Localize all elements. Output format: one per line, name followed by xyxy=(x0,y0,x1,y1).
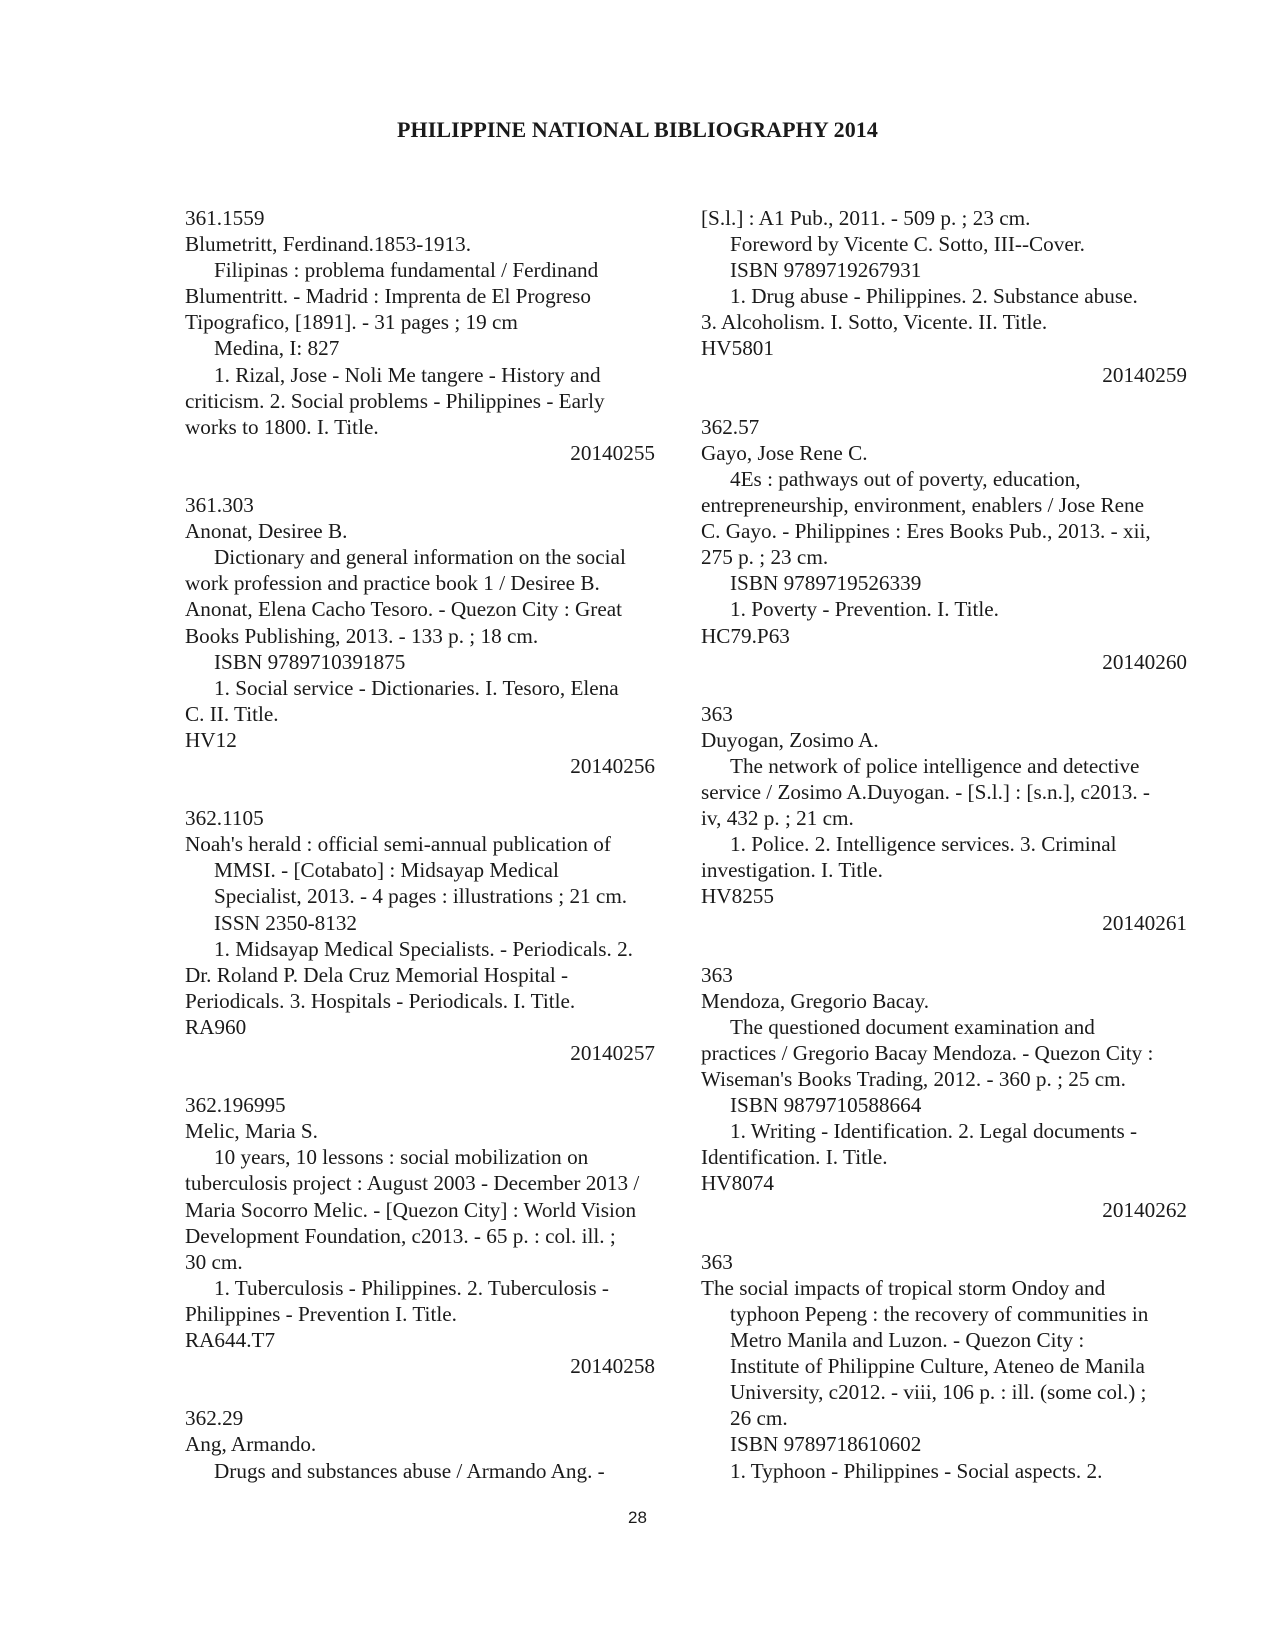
record-number: 20140262 xyxy=(1102,1197,1187,1222)
entry-line: C. Gayo. - Philippines : Eres Books Pub., 2013. - xii, xyxy=(701,519,1151,544)
entry-line: 4Es : pathways out of poverty, education, xyxy=(730,466,1081,491)
entry-line: 1. Police. 2. Intelligence services. 3. Criminal xyxy=(730,832,1117,857)
record-number: 20140256 xyxy=(570,753,655,778)
entry-line: 275 p. ; 23 cm. xyxy=(701,545,829,570)
page-number: 28 xyxy=(628,1508,647,1527)
entry-separator xyxy=(701,936,1187,962)
entry-line: Noah's herald : official semi-annual publication of xyxy=(185,832,611,857)
entry-line: Medina, I: 827 xyxy=(214,336,340,361)
entry-line: C. II. Title. xyxy=(185,701,279,726)
entry-line: Wiseman's Books Trading, 2012. - 360 p. ; 25 cm. xyxy=(701,1067,1126,1092)
entry-line: Anonat, Elena Cacho Tesoro. - Quezon City : Great xyxy=(185,597,623,622)
entry-line: RA960 xyxy=(185,1014,247,1039)
entry-line: investigation. I. Title. xyxy=(701,858,883,883)
entry-line: Melic, Maria S. xyxy=(185,1119,318,1144)
entry-line: Periodicals. 3. Hospitals - Periodicals. I. Title. xyxy=(185,988,576,1013)
entry-line: Duyogan, Zosimo A. xyxy=(701,727,879,752)
entry-line: Blumentritt. - Madrid : Imprenta de El Progreso xyxy=(185,284,592,309)
entry-line: Metro Manila and Luzon. - Quezon City : xyxy=(730,1328,1085,1353)
entry-line: Drugs and substances abuse / Armando Ang. - xyxy=(214,1458,605,1483)
entry-line: Dr. Roland P. Dela Cruz Memorial Hospital - xyxy=(185,962,569,987)
entry-line: Foreword by Vicente C. Sotto, III--Cover. xyxy=(730,232,1085,257)
entry-line: ISBN 9879710588664 xyxy=(730,1093,922,1118)
record-number: 20140257 xyxy=(570,1041,655,1065)
entry-line: ISBN 9789719526339 xyxy=(730,571,922,596)
record-number: 20140258 xyxy=(570,1354,655,1379)
left-column xyxy=(185,205,655,1484)
entry-line: typhoon Pepeng : the recovery of communities in xyxy=(730,1301,1149,1326)
entry-line: HV8074 xyxy=(701,1171,774,1196)
entry-line: ISBN 9789710391875 xyxy=(214,649,406,674)
entry-line: Dictionary and general information on the social xyxy=(214,545,626,570)
entry-line: Books Publishing, 2013. - 133 p. ; 18 cm. xyxy=(185,623,539,648)
entry-line: 10 years, 10 lessons : social mobilization on xyxy=(214,1145,589,1170)
entry-line: HV12 xyxy=(185,727,237,752)
entry-line: work profession and practice book 1 / Desiree B. xyxy=(185,571,600,596)
entry-line: 1. Midsayap Medical Specialists. - Periodicals. 2. xyxy=(214,936,633,961)
entry-line: 1. Writing - Identification. 2. Legal documents - xyxy=(730,1119,1138,1144)
page-title: PHILIPPINE NATIONAL BIBLIOGRAPHY 2014 xyxy=(396,117,879,142)
entry-line: ISSN 2350-8132 xyxy=(214,910,358,935)
entry-line: 362.1105 xyxy=(185,806,264,831)
entry-line: 363 xyxy=(701,701,733,726)
entry-separator xyxy=(185,779,655,805)
entry-line: University, c2012. - viii, 106 p. : ill. (some col.) ; xyxy=(730,1380,1147,1405)
entry-line: Blumetritt, Ferdinand.1853-1913. xyxy=(185,232,472,257)
entry-line: 26 cm. xyxy=(730,1406,788,1431)
entry-line: 361.303 xyxy=(185,493,254,518)
entry-line: Filipinas : problema fundamental / Ferdinand xyxy=(214,258,599,283)
entry-line: Specialist, 2013. - 4 pages : illustrations ; 21 cm. xyxy=(214,884,628,909)
entry-line: The social impacts of tropical storm Ondoy and xyxy=(701,1275,1106,1300)
entry-line: 30 cm. xyxy=(185,1249,243,1274)
entry-line: [S.l.] : A1 Pub., 2011. - 509 p. ; 23 cm. xyxy=(701,206,1031,230)
record-number: 20140261 xyxy=(1102,910,1187,935)
entry-line: 362.57 xyxy=(701,414,760,439)
entry-line: Tipografico, [1891]. - 31 pages ; 19 cm xyxy=(185,310,518,335)
entry-line: 1. Tuberculosis - Philippines. 2. Tuberculosis - xyxy=(214,1275,609,1300)
entry-line: iv, 432 p. ; 21 cm. xyxy=(701,806,854,831)
entry-line: HC79.P63 xyxy=(701,623,790,648)
entry-line: ISBN 9789718610602 xyxy=(730,1432,922,1457)
entry-line: works to 1800. I. Title. xyxy=(185,414,379,439)
entry-line: 1. Typhoon - Philippines - Social aspects. 2. xyxy=(730,1458,1103,1483)
right-column xyxy=(701,205,1187,1484)
entry-line: 1. Poverty - Prevention. I. Title. xyxy=(730,597,999,622)
entry-line: 363 xyxy=(701,1249,733,1274)
entry-separator xyxy=(701,388,1187,414)
entry-line: 1. Rizal, Jose - Noli Me tangere - History and xyxy=(214,362,601,387)
entry-line: 1. Social service - Dictionaries. I. Tesoro, Elena xyxy=(214,675,619,700)
entry-line: The network of police intelligence and detective xyxy=(730,753,1140,778)
entry-line: HV8255 xyxy=(701,884,774,909)
entry-line: 361.1559 xyxy=(185,206,265,230)
entry-line: Identification. I. Title. xyxy=(701,1145,888,1170)
record-number: 20140260 xyxy=(1102,649,1187,674)
entry-line: entrepreneurship, environment, enablers / Jose Rene xyxy=(701,493,1145,518)
entry-line: Anonat, Desiree B. xyxy=(185,519,348,544)
entry-line: 362.29 xyxy=(185,1406,244,1431)
entry-line: 1. Drug abuse - Philippines. 2. Substance abuse. xyxy=(730,284,1138,309)
entry-line: 363 xyxy=(701,962,733,987)
entry-separator xyxy=(701,675,1187,701)
entry-line: ISBN 9789719267931 xyxy=(730,258,922,283)
entry-separator xyxy=(185,466,655,492)
entry-separator xyxy=(185,1379,655,1405)
entry-line: Maria Socorro Melic. - [Quezon City] : World Vision xyxy=(185,1197,637,1222)
entry-line: RA644.T7 xyxy=(185,1328,276,1353)
entry-line: Gayo, Jose Rene C. xyxy=(701,440,868,465)
entry-line: HV5801 xyxy=(701,336,774,361)
entry-separator xyxy=(185,1066,655,1092)
entry-line: 362.196995 xyxy=(185,1093,286,1118)
entry-line: The questioned document examination and xyxy=(730,1014,1095,1039)
entry-line: Philippines - Prevention I. Title. xyxy=(185,1301,457,1326)
entry-line: Ang, Armando. xyxy=(185,1432,317,1457)
entry-line: service / Zosimo A.Duyogan. - [S.l.] : [s.n.], c2013. - xyxy=(701,780,1150,805)
entry-line: 3. Alcoholism. I. Sotto, Vicente. II. Title. xyxy=(701,310,1048,335)
record-number: 20140259 xyxy=(1102,362,1187,387)
entry-line: Mendoza, Gregorio Bacay. xyxy=(701,988,930,1013)
entry-line: criticism. 2. Social problems - Philippines - Early xyxy=(185,388,605,413)
entry-line: tuberculosis project : August 2003 - December 2013 / xyxy=(185,1171,640,1196)
entry-line: practices / Gregorio Bacay Mendoza. - Quezon City : xyxy=(701,1041,1154,1065)
record-number: 20140255 xyxy=(570,440,655,465)
entry-line: Institute of Philippine Culture, Ateneo de Manila xyxy=(730,1354,1145,1379)
entry-separator xyxy=(701,1223,1187,1249)
entry-line: Development Foundation, c2013. - 65 p. : col. ill. ; xyxy=(185,1223,616,1248)
entry-line: MMSI. - [Cotabato] : Midsayap Medical xyxy=(214,858,559,883)
